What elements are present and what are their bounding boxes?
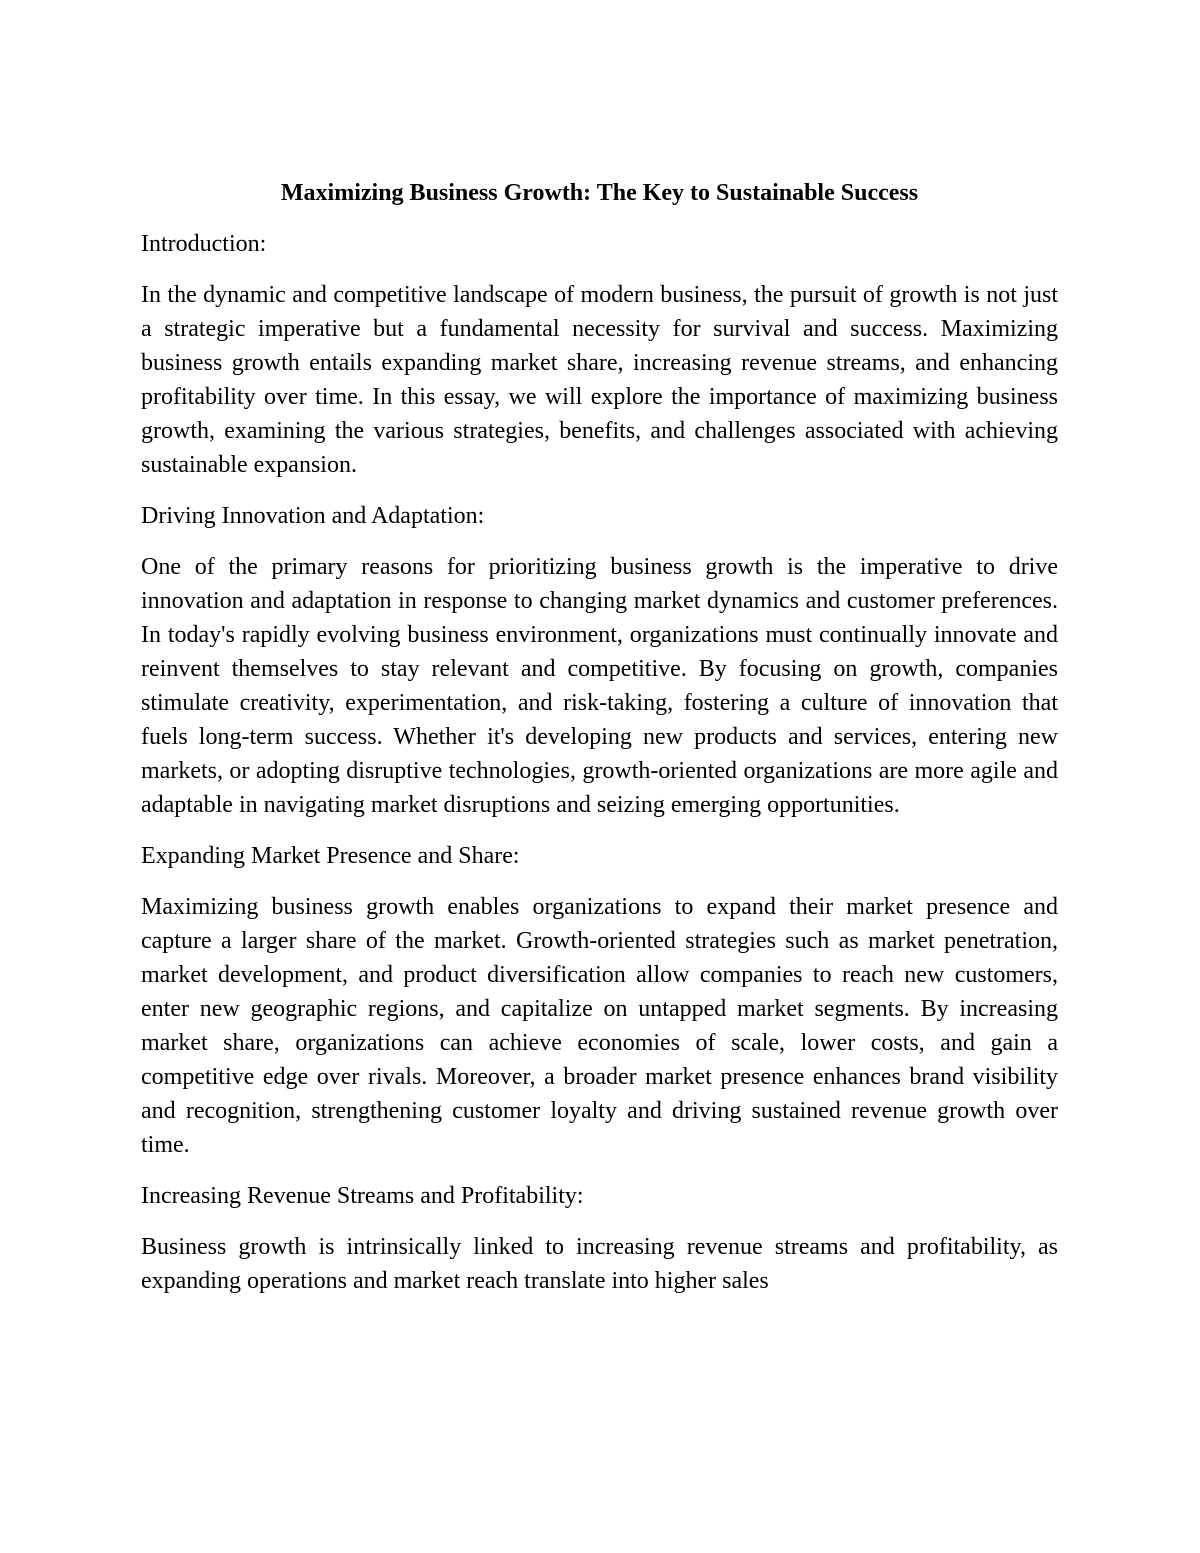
document-page: [141, 176, 1058, 1315]
section-heading-introduction: Introduction:: [141, 231, 267, 257]
section-heading-innovation: Driving Innovation and Adaptation:: [141, 503, 485, 529]
section-body-introduction: In the dynamic and competitive landscape of modern business, the pursuit of growth is not just a strategic imperative but a fundamental necessity for survival and success. Maximizing business growth entails expanding market share, increasing revenue streams, and enhancing profitability over time. In this essay, we will explore the importance of maximizing business growth, examining the various strategies, benefits, and challenges associated with achieving sustainable expansion.: [141, 282, 1058, 478]
section-heading-market-presence: Expanding Market Presence and Share:: [141, 843, 520, 869]
section-body-revenue: Business growth is intrinsically linked to increasing revenue streams and profitability, as expanding operations and market reach translate into higher sales: [141, 1234, 1058, 1294]
section-body-market-presence: Maximizing business growth enables organizations to expand their market presence and capture a larger share of the market. Growth-oriented strategies such as market penetration, market development, and product diversification allow companies to reach new customers, enter new geographic regions, and capitalize on untapped market segments. By increasing market share, organizations can achieve economies of scale, lower costs, and gain a competitive edge over rivals. Moreover, a broader market presence enhances brand visibility and recognition, strengthening customer loyalty and driving sustained revenue growth over time.: [141, 894, 1058, 1158]
document-title: Maximizing Business Growth: The Key to Sustainable Success: [280, 180, 919, 206]
section-body-innovation: One of the primary reasons for prioritizing business growth is the imperative to drive innovation and adaptation in response to changing market dynamics and customer preferences. In today's rapidly evolving business environment, organizations must continually innovate and reinvent themselves to stay relevant and competitive. By focusing on growth, companies stimulate creativity, experimentation, and risk-taking, fostering a culture of innovation that fuels long-term success. Whether it's developing new products and services, entering new markets, or adopting disruptive technologies, growth-oriented organizations are more agile and adaptable in navigating market disruptions and seizing emerging opportunities.: [141, 554, 1058, 818]
section-heading-revenue: Increasing Revenue Streams and Profitability:: [141, 1183, 584, 1209]
